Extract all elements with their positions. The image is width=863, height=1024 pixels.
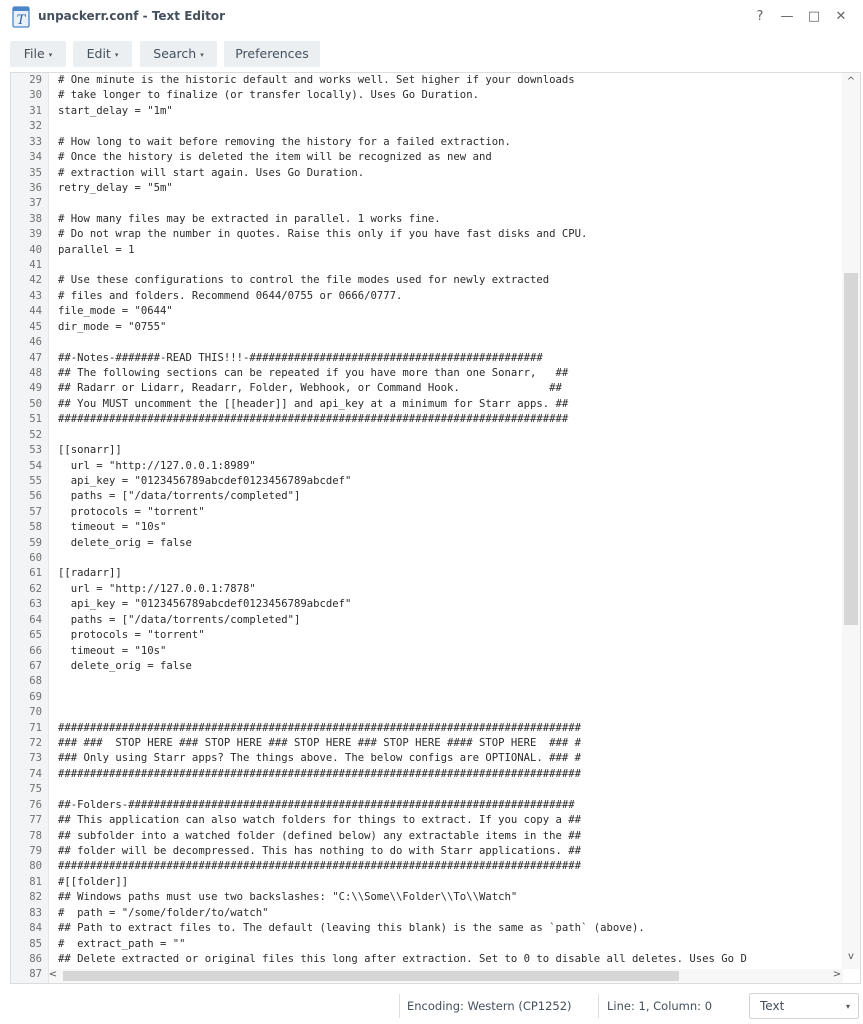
syntax-mode-select[interactable] (749, 993, 859, 1019)
code-line[interactable] (11, 813, 841, 828)
line-number: 63 (29, 598, 42, 611)
line-number: 56 (29, 490, 42, 503)
line-text[interactable]: [[sonarr]] (58, 444, 122, 457)
code-line[interactable] (11, 474, 841, 489)
line-number: 54 (29, 459, 42, 472)
line-text[interactable]: # Use these configurations to control the file modes used for newly extracted (58, 274, 550, 287)
line-number: 41 (29, 259, 42, 272)
line-number: 66 (29, 644, 42, 657)
line-text[interactable]: [[radarr]] (58, 567, 122, 580)
code-line[interactable] (11, 628, 841, 643)
code-line[interactable] (11, 890, 841, 905)
line-text[interactable]: dir_mode = "0755" (58, 320, 167, 333)
line-number: 53 (29, 444, 42, 457)
code-line[interactable] (11, 443, 841, 458)
title-bar (0, 0, 863, 34)
line-text[interactable]: # How long to wait before removing the history for a failed extraction. (58, 135, 511, 148)
code-line[interactable] (11, 88, 841, 103)
encoding-status[interactable]: Encoding: Western (CP1252) (407, 999, 572, 1013)
code-line[interactable] (11, 505, 841, 520)
line-number: 29 (29, 74, 42, 86)
line-text[interactable]: # extract_path = "" (58, 937, 186, 950)
line-number: 58 (29, 521, 42, 534)
code-line[interactable] (11, 644, 841, 659)
line-number: 45 (29, 320, 42, 333)
line-number: 52 (29, 428, 42, 441)
line-number: 67 (29, 659, 42, 672)
code-line[interactable] (11, 119, 841, 134)
code-line[interactable] (11, 751, 841, 766)
code-line[interactable] (11, 289, 841, 304)
line-number: 80 (29, 860, 42, 873)
line-number: 86 (29, 952, 42, 965)
code-line[interactable] (11, 937, 841, 952)
line-number: 70 (29, 706, 42, 719)
code-line[interactable] (11, 351, 841, 366)
line-text[interactable]: paths = ["/data/torrents/completed"] (58, 490, 301, 503)
line-text[interactable]: delete_orig = false (58, 659, 192, 672)
code-line[interactable] (11, 335, 841, 350)
line-text[interactable]: api_key = "0123456789abcdef0123456789abcdef" (58, 598, 352, 611)
status-divider (598, 994, 599, 1018)
line-number: 40 (29, 243, 42, 256)
code-line[interactable] (11, 412, 841, 427)
code-line[interactable] (11, 844, 841, 859)
line-number: 31 (29, 104, 42, 117)
code-line[interactable] (11, 551, 841, 566)
code-line[interactable] (11, 135, 841, 150)
line-text[interactable]: ## This application can also watch folders for things to extract. If you copy a ## (58, 814, 581, 827)
line-text[interactable]: api_key = "0123456789abcdef0123456789abcdef" (58, 474, 352, 487)
line-text[interactable]: # files and folders. Recommend 0644/0755 or 0666/0777. (58, 289, 403, 302)
line-number: 82 (29, 891, 42, 904)
text-editor-app-icon (11, 6, 31, 28)
line-number: 62 (29, 582, 42, 595)
edit-menu-label: Edit (86, 46, 111, 61)
line-number: 50 (29, 397, 42, 410)
code-line[interactable] (11, 273, 841, 288)
code-line[interactable] (11, 582, 841, 597)
line-number: 34 (29, 151, 42, 164)
line-number: 79 (29, 845, 42, 857)
scroll-up-icon[interactable]: ^ (846, 76, 856, 87)
line-number: 87 (29, 968, 42, 981)
line-text[interactable]: # extraction will start again. Uses Go Duration. (58, 166, 365, 179)
line-number: 72 (29, 737, 42, 750)
line-text[interactable]: ### ### STOP HERE ### STOP HERE ### STOP HERE ### STOP HERE #### STOP HERE ### # (58, 737, 581, 750)
edit-menu-button[interactable] (73, 41, 132, 67)
editor-text-area[interactable] (11, 73, 841, 981)
line-number: 32 (29, 120, 42, 133)
line-text[interactable]: delete_orig = false (58, 536, 192, 549)
line-text[interactable]: ##-Notes-#######-READ THIS!!!-############################################## (58, 351, 543, 364)
horizontal-scrollbar[interactable] (49, 969, 843, 983)
preferences-button[interactable] (224, 41, 320, 67)
line-text[interactable]: ##-Folders-###################################################################### (58, 798, 575, 811)
line-number: 38 (29, 212, 42, 225)
chevron-down-icon: ▾ (200, 51, 204, 59)
line-text[interactable]: url = "http://127.0.0.1:8989" (58, 459, 256, 472)
line-text[interactable]: # path = "/some/folder/to/watch" (58, 906, 269, 919)
code-line[interactable] (11, 243, 841, 258)
preferences-label: Preferences (235, 46, 309, 61)
line-number: 39 (29, 228, 42, 241)
code-line[interactable] (11, 906, 841, 921)
line-text[interactable]: ################################################################################## (58, 767, 581, 780)
line-number: 74 (29, 767, 42, 780)
code-line[interactable] (11, 397, 841, 412)
line-number: 43 (29, 289, 42, 302)
code-line[interactable] (11, 798, 841, 813)
line-number: 48 (29, 366, 42, 379)
code-line[interactable] (11, 166, 841, 181)
line-text[interactable]: ## Radarr or Lidarr, Readarr, Folder, Webhook, or Command Hook. ## (58, 382, 562, 395)
chevron-down-icon: ▾ (48, 51, 53, 59)
code-line[interactable] (11, 782, 841, 797)
line-number: 75 (29, 783, 42, 796)
line-number: 46 (29, 336, 42, 349)
line-text[interactable]: ################################################################################## (58, 860, 581, 873)
line-text[interactable]: ## You MUST uncomment the [[header]] and api_key at a minimum for Starr apps. ## (58, 397, 569, 410)
line-number: 61 (29, 567, 42, 580)
line-number: 71 (29, 721, 42, 734)
line-number: 57 (29, 505, 42, 518)
line-number: 37 (29, 197, 42, 210)
code-line[interactable] (11, 366, 841, 381)
line-text[interactable]: parallel = 1 (58, 243, 135, 256)
line-text[interactable]: paths = ["/data/torrents/completed"] (58, 613, 301, 626)
line-text[interactable]: #[[folder]] (58, 875, 129, 888)
code-line[interactable] (11, 566, 841, 581)
code-line[interactable] (11, 767, 841, 782)
line-text[interactable]: start_delay = "1m" (58, 104, 173, 117)
chevron-down-icon: ▾ (845, 1002, 850, 1011)
code-line[interactable] (11, 212, 841, 227)
scroll-right-icon[interactable]: > (832, 969, 842, 980)
line-text[interactable]: ## folder will be decompressed. This has nothing to do with Starr applications. ## (58, 845, 581, 857)
line-number: 60 (29, 552, 42, 565)
line-text[interactable]: file_mode = "0644" (58, 305, 173, 318)
line-number: 44 (29, 305, 42, 318)
line-number: 35 (29, 166, 42, 179)
line-text[interactable]: timeout = "10s" (58, 644, 167, 657)
line-number: 76 (29, 798, 42, 811)
line-number: 81 (29, 875, 42, 888)
horizontal-scroll-thumb[interactable] (63, 971, 679, 981)
code-line[interactable] (11, 875, 841, 890)
minimize-icon[interactable]: — (780, 9, 794, 24)
line-number: 69 (29, 690, 42, 703)
scroll-left-icon[interactable]: < (48, 969, 58, 980)
scroll-down-icon[interactable]: v (848, 951, 854, 962)
code-line[interactable] (11, 73, 841, 88)
line-number: 47 (29, 351, 42, 364)
code-line[interactable] (11, 150, 841, 165)
code-line[interactable] (11, 181, 841, 196)
code-line[interactable] (11, 736, 841, 751)
line-number: 30 (29, 89, 42, 102)
line-text[interactable]: # take longer to finalize (or transfer locally). Uses Go Duration. (58, 89, 479, 102)
line-text[interactable]: timeout = "10s" (58, 521, 167, 534)
line-number: 65 (29, 629, 42, 642)
line-text[interactable]: ## Delete extracted or original files this long after extraction. Set to 0 to disable all deletes. Uses Go D (58, 952, 747, 965)
code-line[interactable] (11, 459, 841, 474)
line-text[interactable]: ## Windows paths must use two backslashes: "C:\\Some\\Folder\\To\\Watch" (58, 891, 518, 904)
line-number: 78 (29, 829, 42, 842)
maximize-icon[interactable]: □ (807, 9, 821, 24)
line-number: 42 (29, 274, 42, 287)
code-line[interactable] (11, 705, 841, 720)
line-text[interactable]: ################################################################################## (58, 721, 581, 734)
code-line[interactable] (11, 227, 841, 242)
svg-text:T: T (16, 13, 26, 28)
code-line[interactable] (11, 320, 841, 335)
code-line[interactable] (11, 921, 841, 936)
line-text[interactable]: # One minute is the historic default and works well. Set higher if your downloads (58, 74, 575, 86)
line-number: 36 (29, 181, 42, 194)
code-line[interactable] (11, 721, 841, 736)
line-text[interactable]: protocols = "torrent" (58, 629, 205, 642)
code-line[interactable] (11, 597, 841, 612)
line-text[interactable]: ## The following sections can be repeated if you have more than one Sonarr, ## (58, 366, 569, 379)
vertical-scrollbar[interactable] (842, 73, 860, 969)
status-divider (399, 994, 400, 1018)
code-line[interactable] (11, 690, 841, 705)
cursor-position-status: Line: 1, Column: 0 (607, 999, 713, 1013)
code-line[interactable] (11, 104, 841, 119)
code-line[interactable] (11, 952, 841, 967)
line-number: 64 (29, 613, 42, 626)
chevron-down-icon: ▾ (114, 51, 119, 59)
line-text[interactable]: protocols = "torrent" (58, 505, 205, 518)
line-number: 85 (29, 937, 42, 950)
vertical-scroll-thumb[interactable] (844, 273, 858, 625)
line-text[interactable]: ## Path to extract files to. The default (leaving this blank) is the same as `path` (above). (58, 922, 645, 935)
toolbar (0, 34, 863, 72)
line-text[interactable]: retry_delay = "5m" (58, 181, 173, 194)
help-icon[interactable]: ? (756, 9, 764, 24)
syntax-mode-value: Text (760, 999, 785, 1013)
line-text[interactable]: ### Only using Starr apps? The things above. The below configs are OPTIONAL. ### # (58, 752, 581, 765)
code-line[interactable] (11, 428, 841, 443)
line-text[interactable]: ## subfolder into a watched folder (defined below) any extractable items in the ## (58, 829, 581, 842)
line-number: 59 (29, 536, 42, 549)
code-line[interactable] (11, 674, 841, 689)
line-number: 55 (29, 474, 42, 487)
code-line[interactable] (11, 613, 841, 628)
code-line[interactable] (11, 304, 841, 319)
code-line[interactable] (11, 381, 841, 396)
code-line[interactable] (11, 520, 841, 535)
code-line[interactable] (11, 258, 841, 273)
line-text[interactable]: ################################################################################ (58, 413, 569, 426)
close-icon[interactable]: ✕ (835, 9, 847, 24)
line-number: 68 (29, 675, 42, 688)
line-number: 33 (29, 135, 42, 148)
code-line[interactable] (11, 536, 841, 551)
status-bar (0, 988, 863, 1024)
search-menu-button[interactable] (140, 41, 217, 67)
line-number: 49 (29, 382, 42, 395)
code-line[interactable] (11, 859, 841, 874)
line-text[interactable]: url = "http://127.0.0.1:7878" (58, 582, 256, 595)
line-number: 51 (29, 413, 42, 426)
line-number: 77 (29, 814, 42, 827)
line-text[interactable]: # Do not wrap the number in quotes. Raise this only if you have fast disks and CPU. (58, 228, 588, 241)
line-text[interactable]: # How many files may be extracted in parallel. 1 works fine. (58, 212, 441, 225)
line-number: 84 (29, 922, 42, 935)
window-title: unpackerr.conf - Text Editor (38, 9, 226, 23)
line-number: 83 (29, 906, 42, 919)
code-line[interactable] (11, 196, 841, 211)
code-line[interactable] (11, 829, 841, 844)
line-text[interactable]: # Once the history is deleted the item will be recognized as new and (58, 151, 492, 164)
code-line[interactable] (11, 659, 841, 674)
file-menu-button[interactable] (10, 41, 66, 67)
file-menu-label: File (23, 46, 45, 61)
line-number: 73 (29, 752, 42, 765)
code-editor[interactable] (10, 72, 861, 984)
code-line[interactable] (11, 489, 841, 504)
search-menu-label: Search (153, 46, 197, 61)
